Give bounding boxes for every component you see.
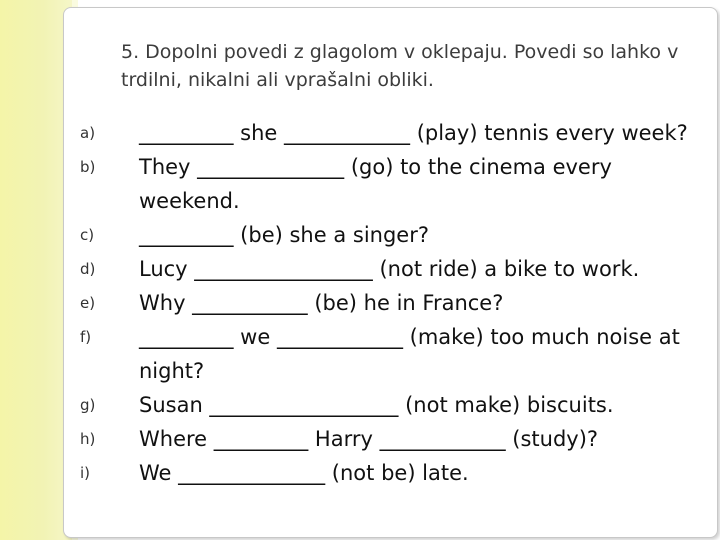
exercise-item-g — [64, 388, 714, 422]
exercise-list — [64, 116, 714, 490]
item-text: Lucy _________________ (not ride) a bike to work. — [139, 257, 640, 281]
item-marker: f) — [80, 328, 92, 346]
item-marker: h) — [80, 430, 96, 448]
item-marker: i) — [80, 464, 91, 482]
exercise-item-h — [64, 422, 714, 456]
item-marker: g) — [80, 396, 96, 414]
exercise-item-d — [64, 252, 714, 286]
exercise-item-c — [64, 218, 714, 252]
exercise-item-a — [64, 116, 714, 150]
item-text: _________ we ____________ (make) too much noise at night? — [139, 325, 680, 383]
item-text: Why ___________ (be) he in France? — [139, 291, 504, 315]
item-marker: c) — [80, 226, 95, 244]
exercise-item-i — [64, 456, 714, 490]
instruction-heading: 5. Dopolni povedi z glagolom v oklepaju. Povedi so lahko v trdilni, nikalni ali vprašalni obliki. — [121, 41, 679, 91]
item-text: Where _________ Harry ____________ (study)? — [139, 427, 599, 451]
item-text: _________ she ____________ (play) tennis every week? — [139, 121, 688, 145]
exercise-item-e — [64, 286, 714, 320]
exercise-item-b — [64, 150, 714, 218]
item-text: Susan __________________ (not make) biscuits. — [139, 393, 614, 417]
item-marker: d) — [80, 260, 96, 278]
item-marker: b) — [80, 158, 96, 176]
item-text: _________ (be) she a singer? — [139, 223, 429, 247]
exercise-item-f — [64, 320, 714, 388]
item-text: We ______________ (not be) late. — [139, 461, 469, 485]
item-text: They ______________ (go) to the cinema every weekend. — [139, 155, 612, 213]
item-marker: e) — [80, 294, 96, 312]
item-marker: a) — [80, 124, 96, 142]
